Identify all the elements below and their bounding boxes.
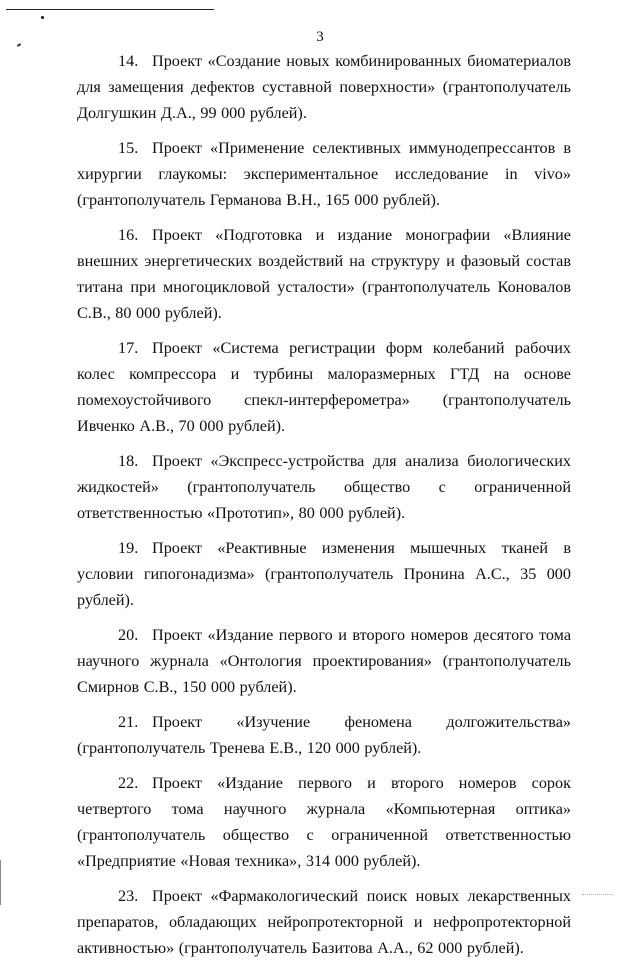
item-number: 19. xyxy=(118,539,139,557)
item-number: 20. xyxy=(118,626,139,644)
item-number: 18. xyxy=(118,452,139,470)
scan-artifact-edge xyxy=(0,860,1,905)
item-text: Проект «Применение селективных иммунодепрессантов в хирургии глаукомы: экспериментальное исследование in vivo» (грантополучатель Германова В.Н., 165 000 рублей). xyxy=(77,139,571,209)
item-text: Проект «Фармакологический поиск новых лекарственных препаратов, обладающих нейропротекторной и нефропротекторной активностью» (грантополучатель Базитова А.А., 62 000 рублей). xyxy=(77,887,571,957)
item-text: Проект «Изучение феномена долгожительства» (грантополучатель Тренева Е.В., 120 000 рублей). xyxy=(77,713,571,757)
page-number: 3 xyxy=(316,29,324,45)
item-text: Проект «Создание новых комбинированных биоматериалов для замещения дефектов суставной поверхности» (грантополучатель Долгушкин Д.А., 99 000 рублей). xyxy=(77,52,571,122)
item-text: Проект «Издание первого и второго номеров десятого тома научного журнала «Онтология проектирования» (грантополучатель Смирнов С.В., 150 000 рублей). xyxy=(77,626,571,696)
list-item xyxy=(77,48,571,126)
list-item xyxy=(77,448,571,526)
list-item xyxy=(77,135,571,213)
list-item xyxy=(77,535,571,613)
item-number: 21. xyxy=(118,713,139,731)
list-item xyxy=(77,770,571,874)
item-number: 16. xyxy=(118,226,139,244)
item-text: Проект «Реактивные изменения мышечных тканей в условии гипогонадизма» (грантополучатель Пронина А.С., 35 000 рублей). xyxy=(77,539,571,609)
item-number: 17. xyxy=(118,339,139,357)
item-number: 14. xyxy=(118,52,139,70)
item-text: Проект «Экспресс-устройства для анализа биологических жидкостей» (грантополучатель общество с ограниченной ответственностью «Прототип», 80 000 рублей). xyxy=(77,452,571,522)
list-item xyxy=(77,709,571,761)
list-item xyxy=(77,622,571,700)
item-text: Проект «Издание первого и второго номеров сорок четвертого тома научного журнала «Компьютерная оптика» (грантополучатель общество с ограниченной ответственностью «Предприятие «Новая техника», 314 000 рублей). xyxy=(77,774,571,870)
list-item xyxy=(77,883,571,961)
project-list xyxy=(77,48,571,970)
item-text: Проект «Система регистрации форм колебаний рабочих колес компрессора и турбины малоразмерных ГТД на основе помехоустойчивого спекл-интерферометра» (грантополучатель Ивченко А.В., 70 000 рублей). xyxy=(77,339,571,435)
scan-artifact-mark xyxy=(582,894,612,897)
item-number: 23. xyxy=(118,887,139,905)
list-item xyxy=(77,335,571,439)
item-number: 22. xyxy=(118,774,139,792)
item-text: Проект «Подготовка и издание монографии «Влияние внешних энергетических воздействий на структуру и фазовый состав титана при многоцикловой усталости» (грантополучатель Коновалов С.В., 80 000 рублей). xyxy=(77,226,571,322)
item-number: 15. xyxy=(118,139,139,157)
scan-artifact-dot xyxy=(41,16,44,19)
list-item xyxy=(77,222,571,326)
scan-artifact-line xyxy=(6,9,214,10)
